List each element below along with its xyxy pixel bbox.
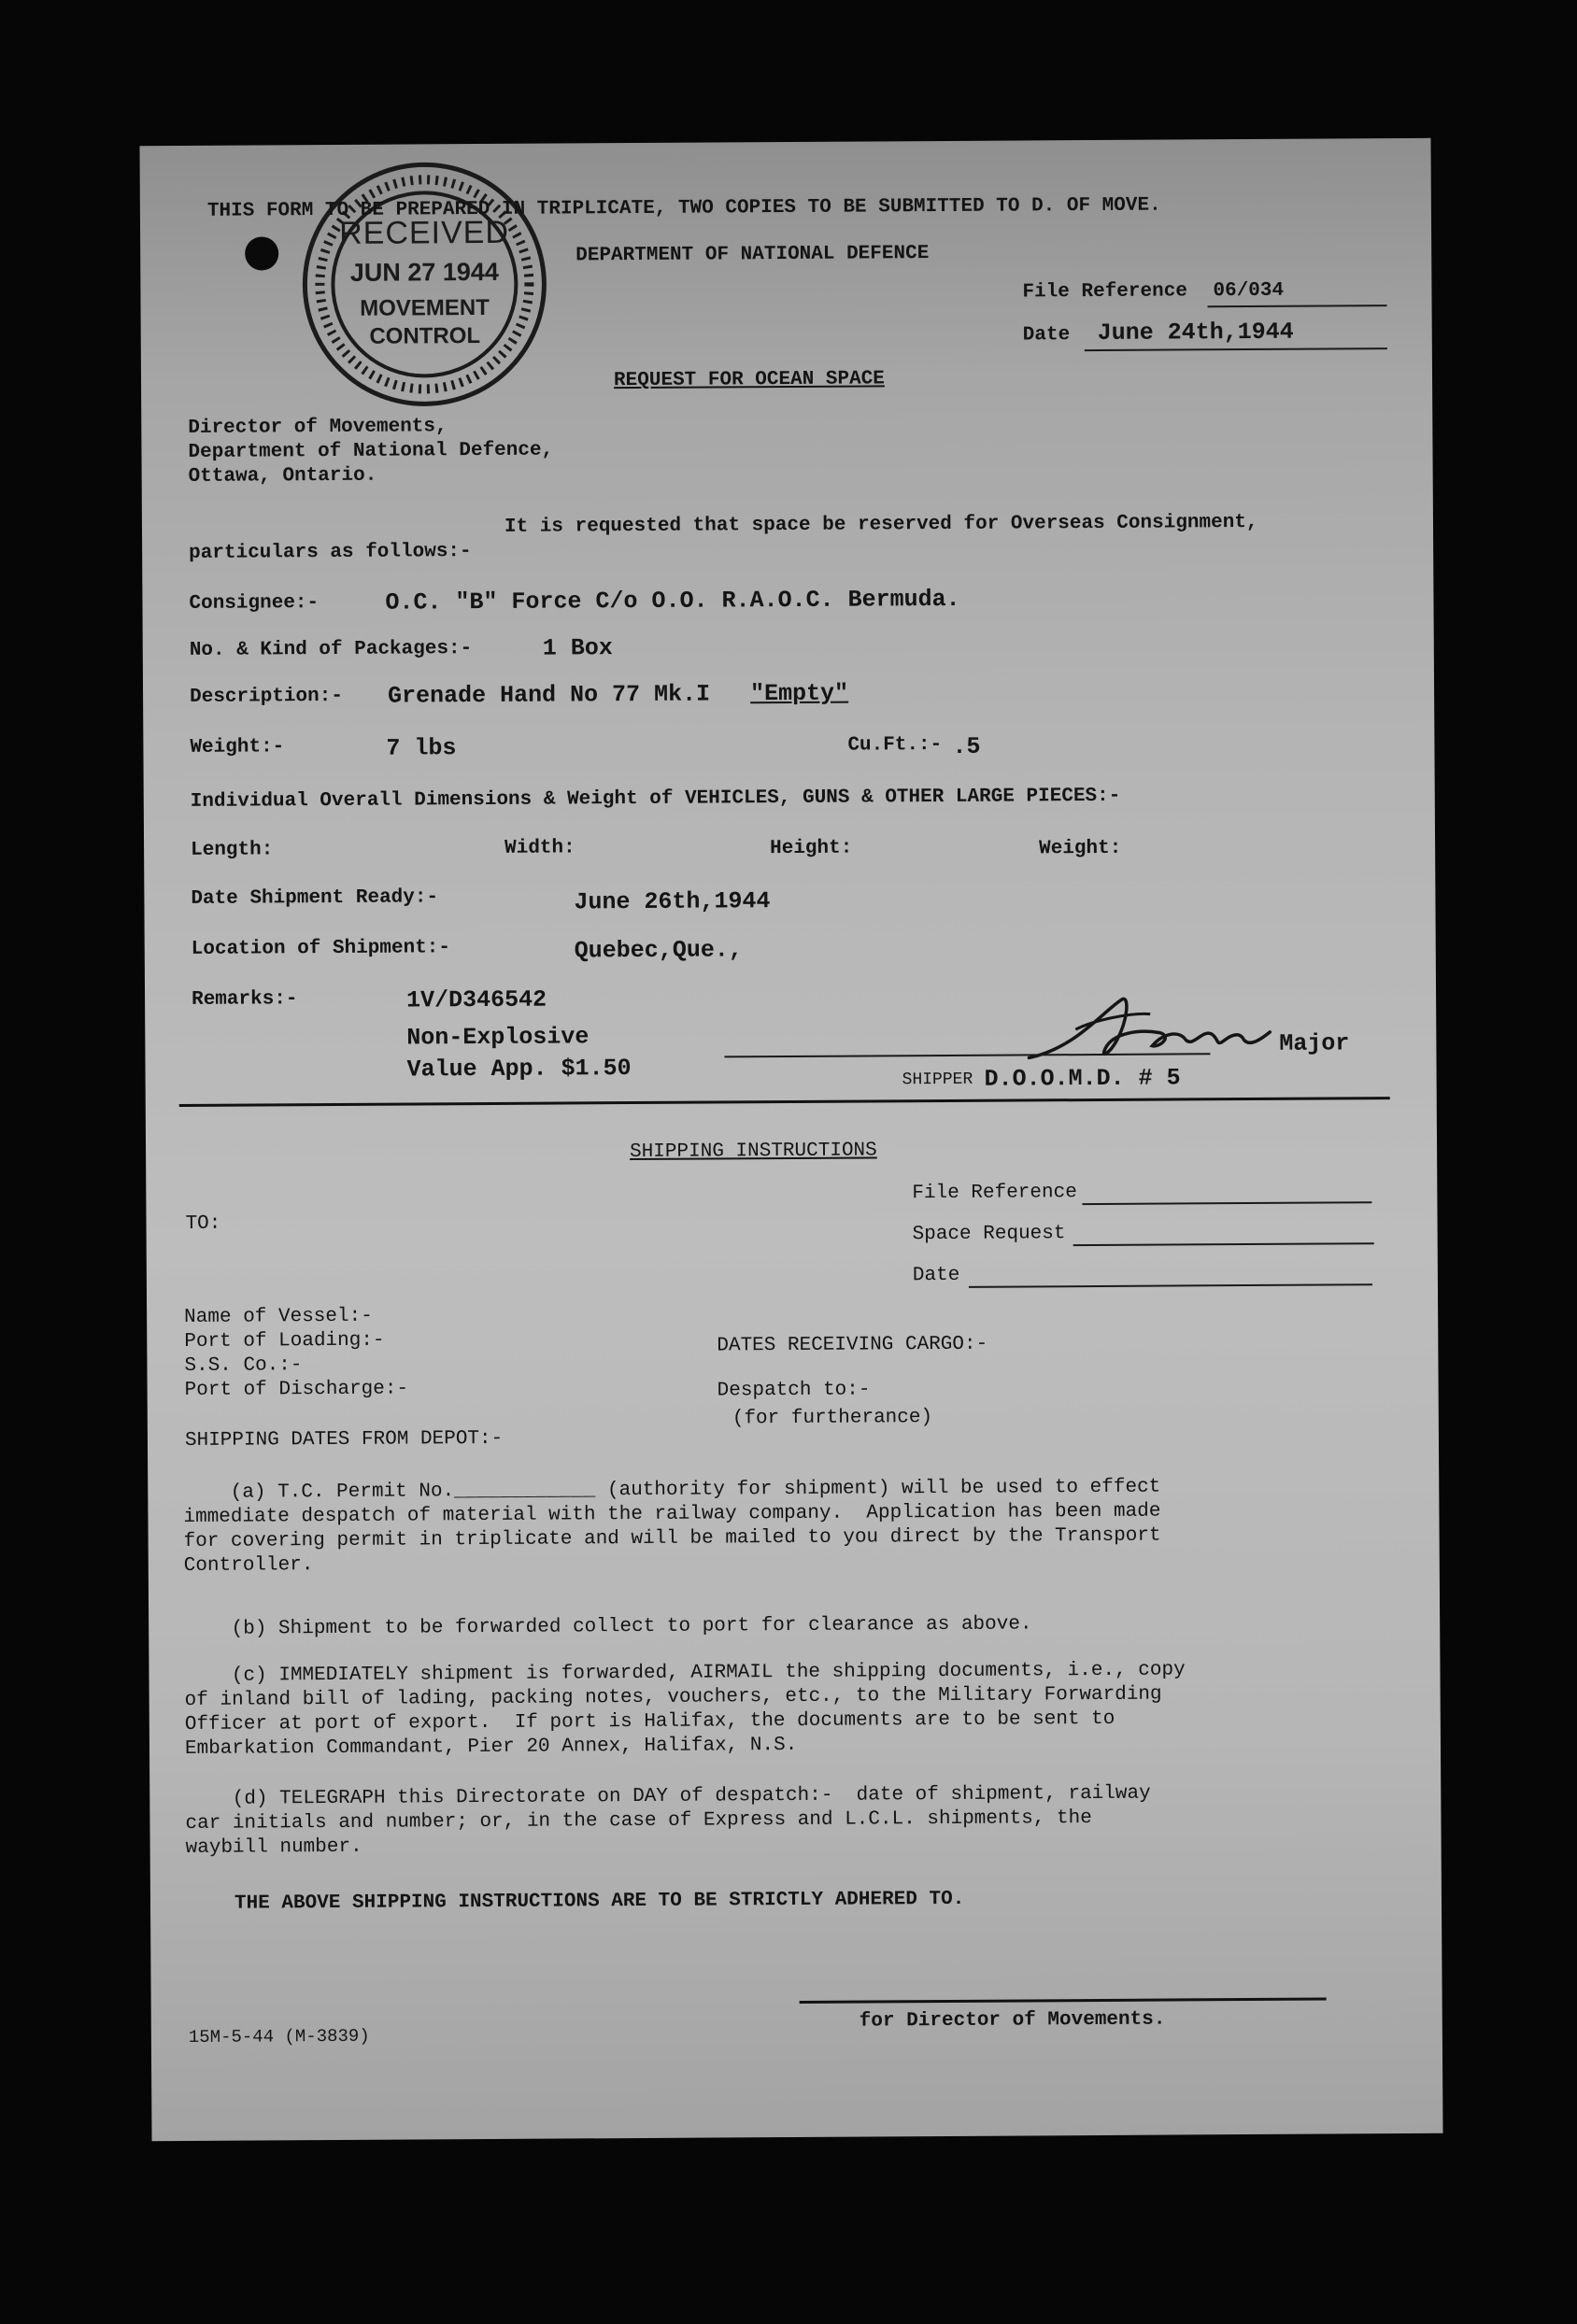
dimensions-heading: Individual Overall Dimensions & Weight of VEHICLES, GUNS & OTHER LARGE PIECES:- <box>190 785 1121 813</box>
packages-label: No. & Kind of Packages:- <box>189 638 473 661</box>
space-request-rule <box>1073 1242 1374 1246</box>
dates-receiving-label: DATES RECEIVING CARGO:- <box>717 1333 988 1357</box>
remarks-line-1: 1V/D346542 <box>405 985 547 1014</box>
file-ref-label: File Reference <box>912 1182 1077 1205</box>
location-label: Location of Shipment:- <box>191 937 451 960</box>
weight-label: Weight:- <box>190 736 285 758</box>
date-label: Date <box>1022 324 1071 347</box>
form-title: REQUEST FOR OCEAN SPACE <box>613 368 885 392</box>
length-label: Length: <box>191 839 274 861</box>
height-label: Height: <box>770 837 853 860</box>
stamp-line2: CONTROL <box>369 323 481 349</box>
address-line-2: Department of National Defence, <box>188 439 554 463</box>
port-loading-label: Port of Loading:- <box>184 1329 385 1353</box>
cuft-label: Cu.Ft.:- <box>847 734 943 757</box>
file-ref-rule <box>1082 1201 1371 1205</box>
document-page <box>139 138 1442 2141</box>
port-discharge-label: Port of Discharge:- <box>184 1378 409 1401</box>
instruction-b: (b) Shipment to be forwarded collect to port for clearance as above. <box>184 1613 1032 1640</box>
form-instruction: THIS FORM TO BE PREPARED IN TRIPLICATE, TWO COPIES TO BE SUBMITTED TO D. OF MOVE. <box>206 194 1161 222</box>
furtherance-label: (for furtherance) <box>732 1407 933 1430</box>
consignee-value: O.C. "B" Force C/o O.O. R.A.O.C. Bermuda. <box>385 585 960 616</box>
shipper-label: SHIPPER <box>902 1070 973 1090</box>
director-signature-label: for Director of Movements. <box>859 2008 1166 2033</box>
location-value: Quebec,Que., <box>574 936 743 965</box>
remarks-line-3: Value App. $1.50 <box>406 1055 632 1084</box>
instruction-c: (c) IMMEDIATELY shipment is forwarded, AIRMAIL the shipping documents, i.e., copy of inland bill of lading, packing notes, vouchers, etc., to the Military Forwarding Officer at port of export. If port is Halifax, the documents are to be sent to Embarkation Commandant, Pier 20 Annex, Halifax, N.S. <box>184 1659 1186 1760</box>
width-label: Width: <box>504 837 575 859</box>
stamp-received: RECEIVED <box>339 214 510 251</box>
ss-co-label: S.S. Co.:- <box>184 1354 303 1377</box>
address-line-1: Director of Movements, <box>188 416 448 439</box>
file-reference-rule <box>1208 305 1387 307</box>
received-stamp <box>299 159 551 411</box>
date-ready-value: June 26th,1944 <box>574 887 771 916</box>
packages-value: 1 Box <box>542 634 613 662</box>
stamp-line1: MOVEMENT <box>360 294 490 321</box>
space-request-label: Space Request <box>912 1223 1066 1246</box>
instruction-d: (d) TELEGRAPH this Directorate on DAY of despatch:- date of shipment, railway car initials and number; or, in the case of Express and L.C.L. shipments, the waybill number. <box>185 1782 1151 1859</box>
date-rule <box>1085 347 1387 351</box>
cuft-value: .5 <box>952 732 981 760</box>
shipping-heading: SHIPPING INSTRUCTIONS <box>630 1140 877 1164</box>
punch-hole <box>245 236 278 270</box>
despatch-label: Despatch to:- <box>717 1379 871 1402</box>
file-reference-label: File Reference <box>1022 280 1187 304</box>
instruction-a: (a) T.C. Permit No.____________ (authority for shipment) will be used to effect immediate despatch of material with the railway company. Application has been made for covering permit in triplicate and will be mailed to you direct by the Transport Controller. <box>183 1476 1161 1577</box>
department-name: DEPARTMENT OF NATIONAL DEFENCE <box>575 243 930 267</box>
description-label: Description:- <box>190 685 343 708</box>
date-label-2: Date <box>912 1264 960 1287</box>
description-value: Grenade Hand No 77 Mk.I <box>388 680 711 710</box>
form-number: 15M-5-44 (M-3839) <box>188 2025 370 2048</box>
date-ready-label: Date Shipment Ready:- <box>191 886 439 910</box>
vessel-label: Name of Vessel:- <box>184 1305 373 1328</box>
closing-statement: THE ABOVE SHIPPING INSTRUCTIONS ARE TO BE STRICTLY ADHERED TO. <box>234 1888 965 1915</box>
consignee-label: Consignee:- <box>189 592 320 615</box>
shipper-rank: Major <box>1279 1029 1350 1057</box>
depot-dates-label: SHIPPING DATES FROM DEPOT:- <box>184 1427 504 1452</box>
director-signature-rule <box>800 1998 1327 2004</box>
description-note: "Empty" <box>749 679 849 708</box>
request-intro-1: It is requested that space be reserved for Overseas Consignment, <box>504 511 1258 538</box>
to-label: TO: <box>185 1212 221 1235</box>
remarks-line-2: Non-Explosive <box>406 1023 590 1052</box>
date-rule-2 <box>969 1283 1372 1288</box>
stamp-date: JUN 27 1944 <box>349 257 499 287</box>
weight-value: 7 lbs <box>386 734 457 762</box>
shipper-value: D.O.O.M.D. # 5 <box>984 1064 1181 1093</box>
file-reference-value: 06/034 <box>1213 279 1285 303</box>
address-line-3: Ottawa, Ontario. <box>188 464 377 488</box>
dim-weight-label: Weight: <box>1039 837 1122 860</box>
date-value: June 24th,1944 <box>1097 318 1294 347</box>
section-divider <box>179 1097 1390 1107</box>
remarks-label: Remarks:- <box>192 988 298 1011</box>
request-intro-2: particulars as follows:- <box>189 541 472 564</box>
